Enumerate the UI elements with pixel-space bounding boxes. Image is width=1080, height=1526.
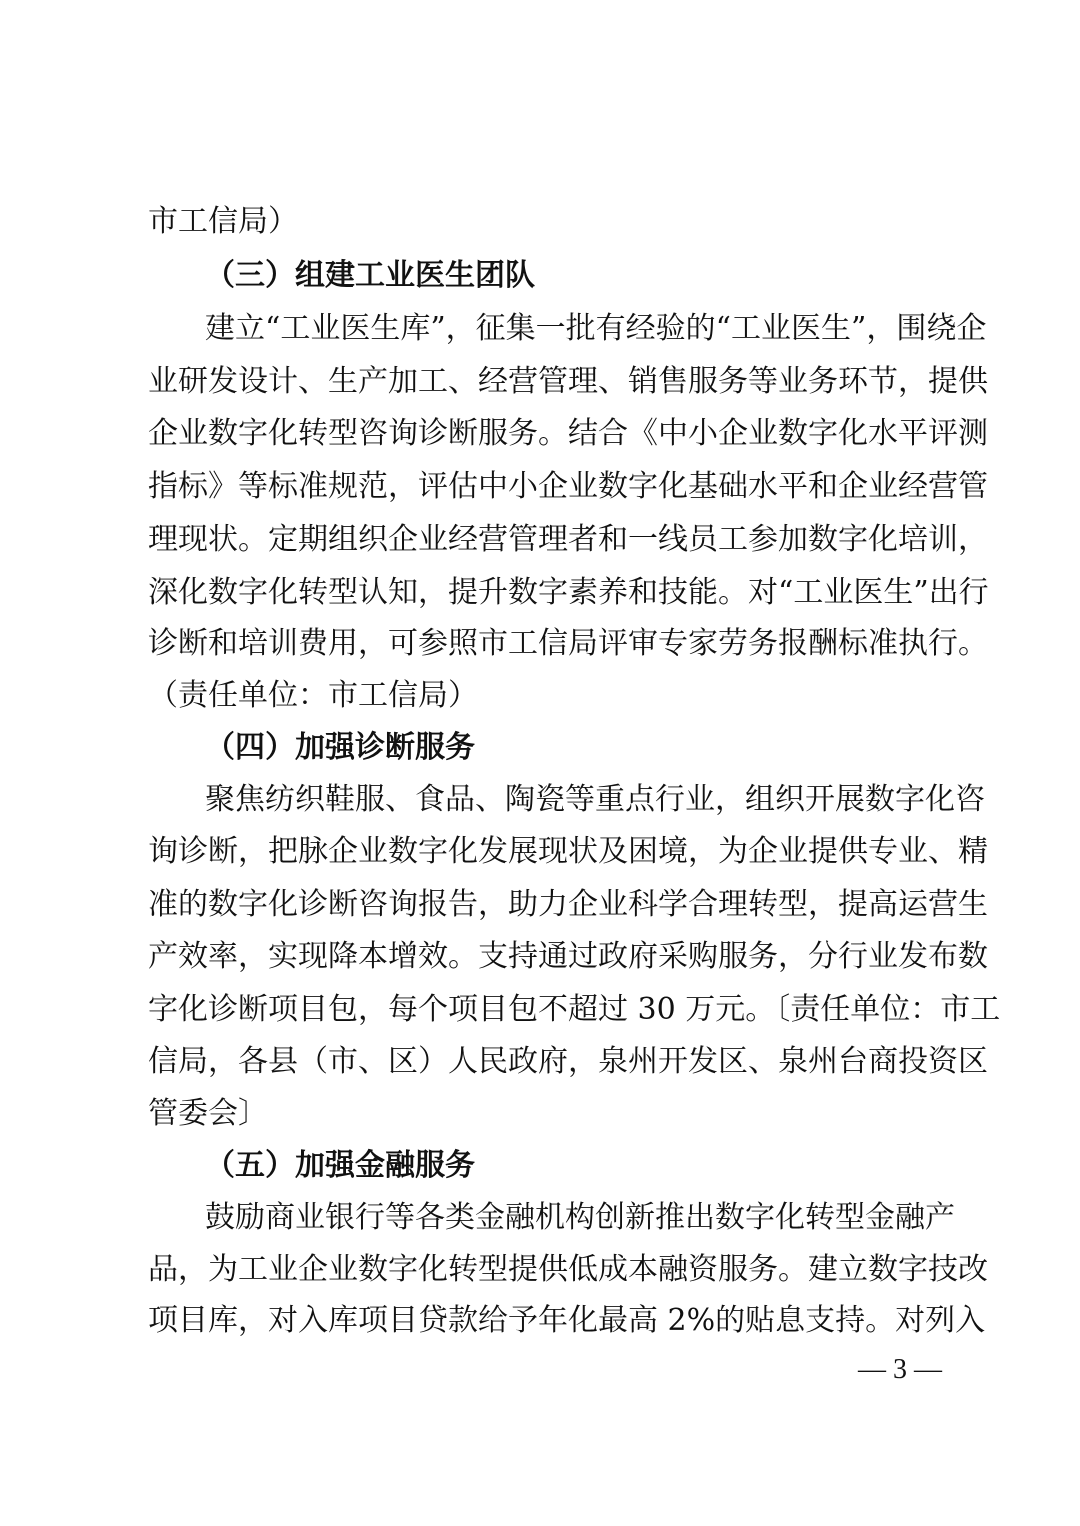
section-heading-3: （三）组建工业医生团队	[205, 258, 535, 293]
paragraph-line: 企业数字化转型咨询诊断服务。结合《中小企业数字化水平评测	[148, 416, 988, 451]
section-heading-5: （五）加强金融服务	[205, 1148, 475, 1183]
paragraph-line: 市工信局）	[148, 204, 298, 239]
paragraph-line: （责任单位：市工信局）	[148, 678, 478, 713]
paragraph-line: 理现状。定期组织企业经营管理者和一线员工参加数字化培训，	[148, 522, 988, 557]
paragraph-line: 指标》等标准规范，评估中小企业数字化基础水平和企业经营管	[148, 469, 988, 504]
paragraph-line: 管委会〕	[148, 1096, 268, 1131]
paragraph-line: 聚焦纺织鞋服、食品、陶瓷等重点行业，组织开展数字化咨	[205, 782, 985, 817]
paragraph-line: 诊断和培训费用，可参照市工信局评审专家劳务报酬标准执行。	[148, 626, 988, 661]
paragraph-line: 产效率，实现降本增效。支持通过政府采购服务，分行业发布数	[148, 939, 988, 974]
paragraph-line: 项目库，对入库项目贷款给予年化最高 2%的贴息支持。对列入	[148, 1303, 986, 1338]
paragraph-line: 字化诊断项目包，每个项目包不超过 30 万元。〔责任单位：市工	[148, 992, 1001, 1027]
paragraph-line: 准的数字化诊断咨询报告，助力企业科学合理转型，提高运营生	[148, 887, 988, 922]
page-number: — 3 —	[858, 1354, 942, 1385]
paragraph-line: 鼓励商业银行等各类金融机构创新推出数字化转型金融产	[205, 1200, 955, 1235]
paragraph-line: 信局，各县（市、区）人民政府，泉州开发区、泉州台商投资区	[148, 1044, 988, 1079]
paragraph-line: 建立“工业医生库”，征集一批有经验的“工业医生”，围绕企	[205, 311, 987, 346]
section-heading-4: （四）加强诊断服务	[205, 730, 475, 765]
paragraph-line: 深化数字化转型认知，提升数字素养和技能。对“工业医生”出行	[148, 575, 989, 610]
paragraph-line: 业研发设计、生产加工、经营管理、销售服务等业务环节，提供	[148, 364, 988, 399]
paragraph-line: 询诊断，把脉企业数字化发展现状及困境，为企业提供专业、精	[148, 834, 988, 869]
paragraph-line: 品，为工业企业数字化转型提供低成本融资服务。建立数字技改	[148, 1252, 988, 1287]
